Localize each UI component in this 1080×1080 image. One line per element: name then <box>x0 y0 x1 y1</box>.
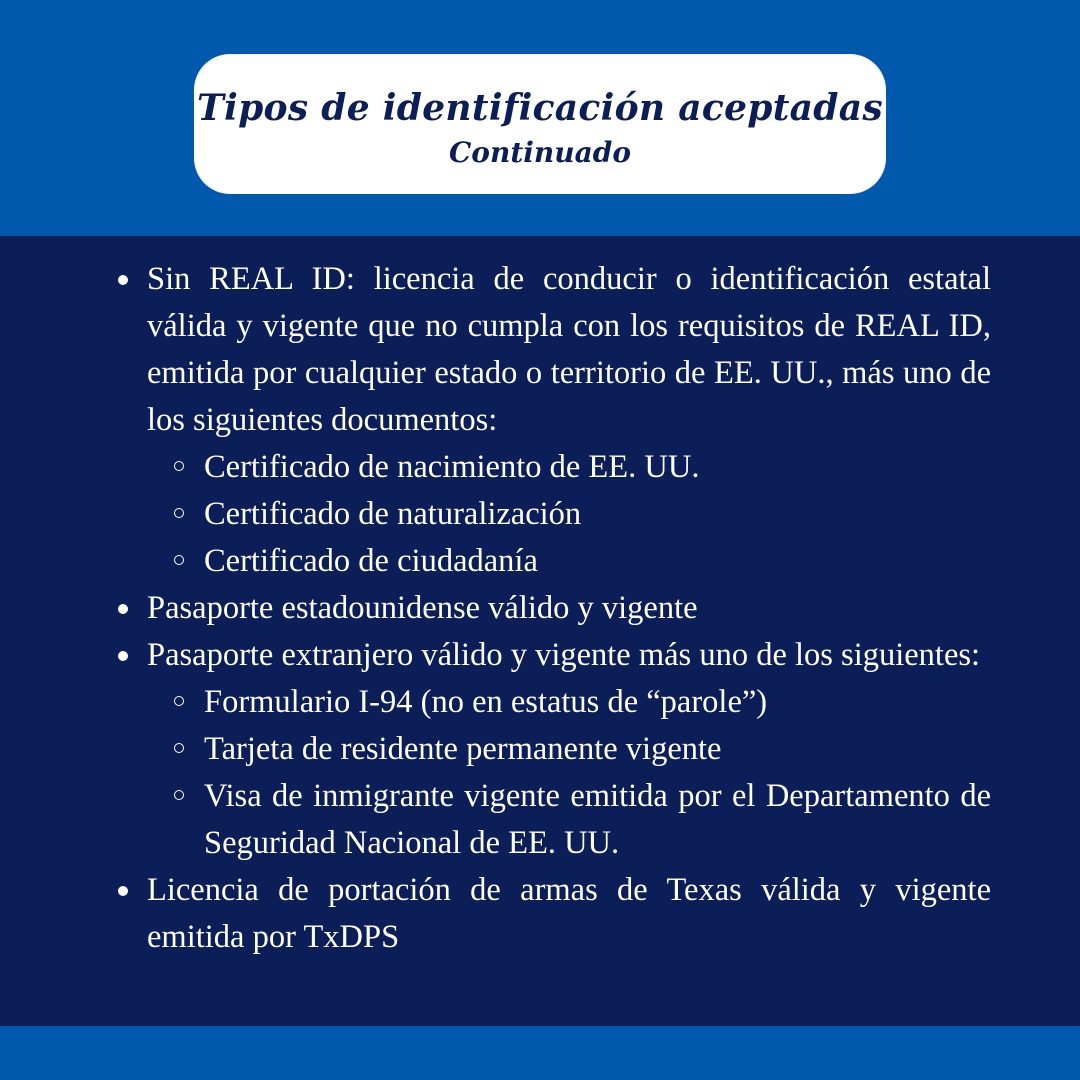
sub-list-item-text: Certificado de naturalización <box>204 496 582 532</box>
sub-list-item <box>0 444 1080 491</box>
page-title: Tipos de identificación aceptadas <box>197 87 883 129</box>
list-item <box>0 632 1080 679</box>
sub-list-item <box>0 538 1080 585</box>
sub-list-item-text: Tarjeta de residente permanente vigente <box>204 731 722 767</box>
hollow-bullet-icon <box>174 743 184 753</box>
list-item-text: Licencia de portación de armas de Texas válida y vigente emitida por TxDPS <box>147 872 991 955</box>
page-subtitle: Continuado <box>449 136 631 169</box>
sub-list-item-text: Certificado de nacimiento de EE. UU. <box>204 449 700 485</box>
bullet-icon <box>118 886 128 896</box>
hollow-bullet-icon <box>174 461 184 471</box>
list-item-text: Sin REAL ID: licencia de conducir o identificación estatal válida y vigente que no cumpla con los requisitos de REAL ID, emitida por cualquier estado o territorio de EE. UU., más uno de los siguientes documentos: <box>147 261 991 438</box>
hollow-bullet-icon <box>174 790 184 800</box>
hollow-bullet-icon <box>174 696 184 706</box>
bullet-icon <box>118 275 128 285</box>
sub-list-item-text: Certificado de ciudadanía <box>204 543 538 579</box>
bottom-band <box>0 1026 1080 1080</box>
hollow-bullet-icon <box>174 555 184 565</box>
id-types-list <box>0 256 1080 961</box>
content-panel <box>0 236 1080 1026</box>
title-card <box>194 54 886 194</box>
bullet-icon <box>118 604 128 614</box>
hollow-bullet-icon <box>174 508 184 518</box>
sub-list-item <box>0 726 1080 773</box>
sub-list-item <box>0 679 1080 726</box>
sub-list-item-text: Visa de inmigrante vigente emitida por el Departamento de Seguridad Nacional de EE. UU. <box>204 778 991 861</box>
list-item-text: Pasaporte estadounidense válido y vigente <box>147 590 698 626</box>
sub-list-item <box>0 773 1080 867</box>
list-item-text: Pasaporte extranjero válido y vigente más uno de los siguientes: <box>147 637 981 673</box>
list-item <box>0 585 1080 632</box>
list-item <box>0 867 1080 961</box>
sub-list-item <box>0 491 1080 538</box>
list-item <box>0 256 1080 444</box>
sub-list-item-text: Formulario I-94 (no en estatus de “parole”) <box>204 684 768 720</box>
bullet-icon <box>118 651 128 661</box>
